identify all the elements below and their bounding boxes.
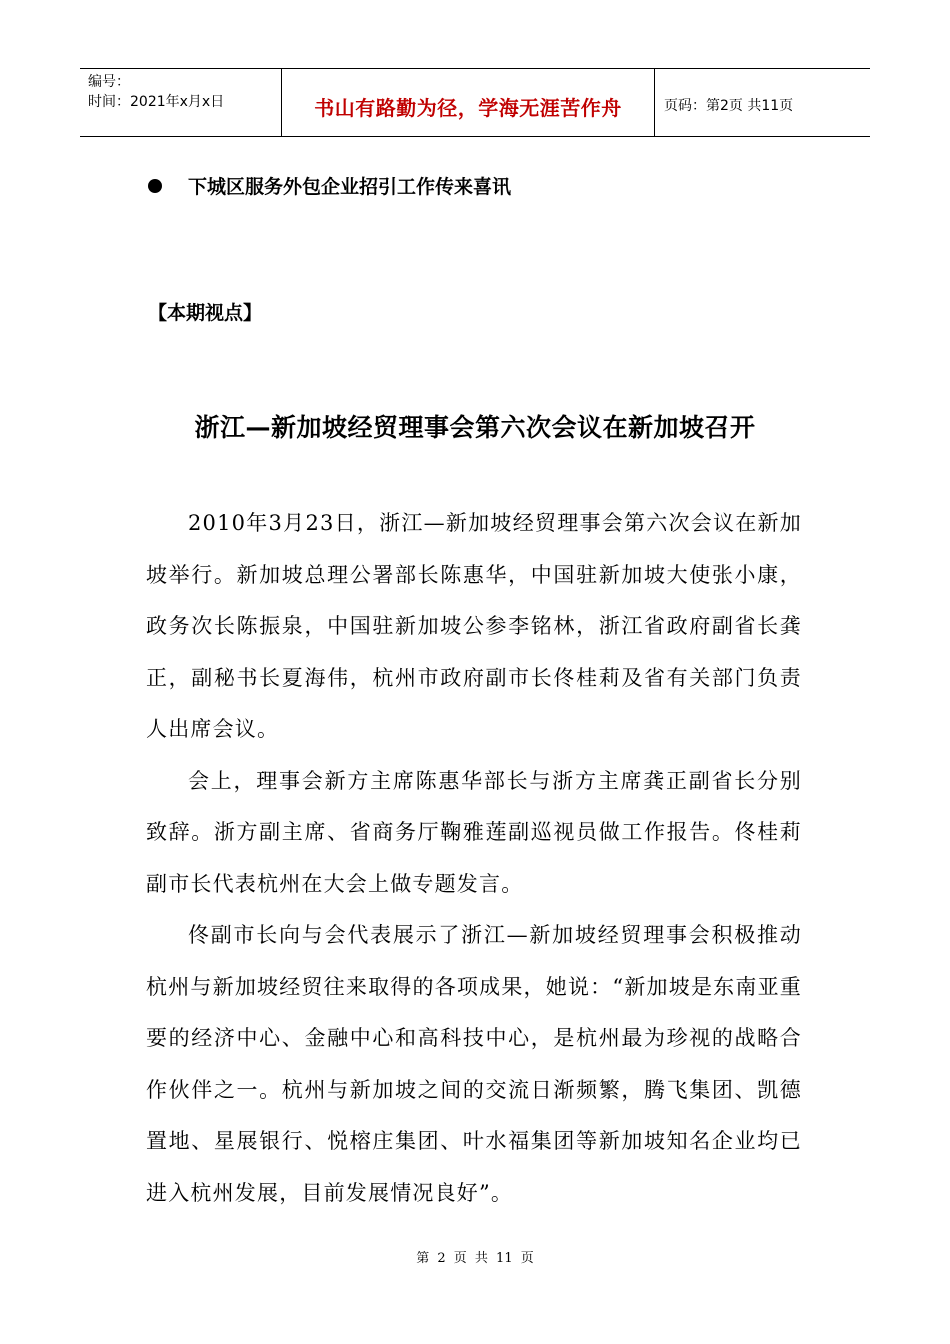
page-footer: 第 2 页 共 11 页 (416, 1251, 534, 1266)
header-page-info: 页码：第2页 共11页 (664, 98, 794, 114)
article-paragraph: 佟副市长向与会代表展示了浙江—新加坡经贸理事会积极推动杭州与新加坡经贸往来取得的各项成果，她说：“新加坡是东南亚重要的经济中心、金融中心和高科技中心，是杭州最为珍视的战略合作伙伴之一。杭州与新加坡之间的交流日渐频繁，腾飞集团、凯德置地、星展银行、悦榕庄集团、叶水福集团等新加坡知名企业均已进入杭州发展，目前发展情况良好”。 (146, 923, 802, 1205)
header-top-rule (80, 68, 870, 69)
news-item-text: 下城区服务外包企业招引工作传来喜讯 (188, 176, 512, 198)
header-divider (654, 68, 655, 136)
bullet-icon (148, 179, 162, 193)
header-meta (88, 72, 224, 112)
article-paragraph: 会上，理事会新方主席陈惠华部长与浙方主席龚正副省长分别致辞。浙方副主席、省商务厅鞠雅莲副巡视员做工作报告。佟桂莉副市长代表杭州在大会上做专题发言。 (146, 768, 802, 896)
document-date: 时间：2021年x月x日 (88, 94, 225, 110)
article-title: 浙江—新加坡经贸理事会第六次会议在新加坡召开 (194, 413, 756, 442)
article-body (146, 498, 802, 1219)
article-paragraph: 2010年3月23日，浙江—新加坡经贸理事会第六次会议在新加坡举行。新加坡总理公署部长陈惠华，中国驻新加坡大使张小康，政务次长陈振泉，中国驻新加坡公参李铭林，浙江省政府副省长龚正，副秘书长夏海伟，杭州市政府副市长佟桂莉及省有关部门负责人出席会议。 (146, 511, 802, 741)
header-motto: 书山有路勤为径，学海无涯苦作舟 (314, 96, 622, 120)
news-item (148, 172, 511, 199)
header-bottom-rule (80, 136, 870, 137)
document-code-label: 编号： (88, 74, 130, 90)
section-label: 【本期视点】 (148, 302, 263, 324)
